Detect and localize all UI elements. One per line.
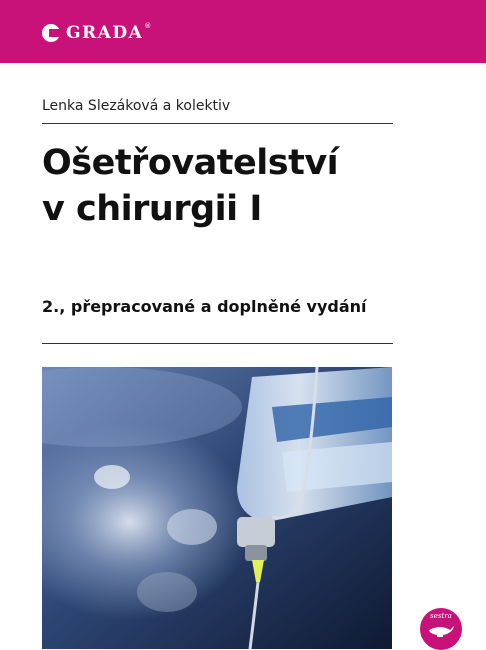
edition-subtitle: 2., přepracované a doplněné vydání bbox=[42, 297, 367, 316]
divider-top bbox=[42, 123, 393, 124]
title-line-2: v chirurgii I bbox=[42, 189, 262, 229]
book-title bbox=[42, 140, 338, 232]
divider-bottom bbox=[42, 343, 393, 344]
registered-mark: ® bbox=[144, 22, 152, 30]
publisher-name: GRADA bbox=[66, 23, 144, 43]
author-line: Lenka Slezáková a kolektiv bbox=[42, 98, 231, 114]
oil-lamp-icon bbox=[426, 620, 456, 638]
series-badge bbox=[420, 608, 462, 650]
series-badge-label: sestra bbox=[430, 612, 452, 620]
publisher-logo bbox=[42, 22, 151, 44]
publisher-banner bbox=[0, 0, 486, 63]
title-line-1: Ošetřovatelství bbox=[42, 143, 339, 183]
cover-photo-iv-drip bbox=[42, 367, 392, 649]
grada-logo-icon bbox=[42, 24, 60, 42]
